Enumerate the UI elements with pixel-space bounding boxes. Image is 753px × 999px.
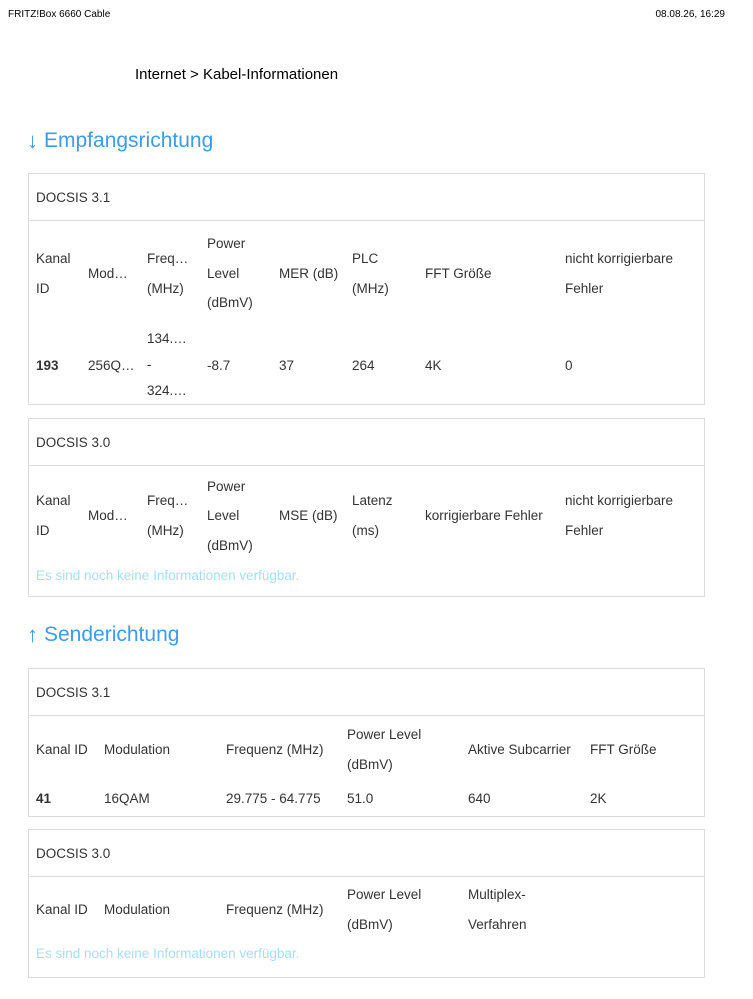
breadcrumb-current: Kabel-Informationen — [202, 66, 339, 83]
cell-fft: 4K — [425, 357, 442, 373]
col-header[interactable]: Kanal ID — [36, 902, 88, 918]
breadcrumb-separator: > — [185, 66, 203, 83]
breadcrumb — [135, 66, 338, 83]
col-header[interactable]: Modulation — [104, 902, 171, 918]
panel-title: DOCSIS 3.1 — [29, 174, 704, 221]
section-downstream-title — [27, 128, 213, 154]
col-header[interactable]: nicht korrigierbare Fehler — [565, 493, 674, 538]
device-name: FRITZ!Box 6660 Cable — [8, 9, 111, 20]
col-header[interactable]: Freq… (MHz) — [147, 250, 189, 296]
downstream-docsis31-panel — [28, 173, 705, 405]
col-header[interactable]: MER (dB) — [279, 265, 339, 281]
col-header[interactable]: Mod… — [88, 265, 128, 281]
upstream-docsis31-panel — [28, 668, 705, 817]
col-header[interactable]: FFT Größe — [590, 741, 657, 757]
cell-frequency-start: 134.… — [147, 331, 187, 346]
downstream-docsis30-table — [29, 466, 704, 566]
col-header[interactable]: Modulation — [104, 741, 171, 757]
table-row — [29, 326, 704, 404]
col-header[interactable]: PLC (MHz) — [352, 250, 389, 296]
breadcrumb-internet[interactable]: Internet — [135, 66, 186, 83]
cell-frequency — [140, 326, 200, 404]
panel-title: DOCSIS 3.0 — [29, 419, 704, 466]
col-header[interactable]: FFT Größe — [425, 265, 492, 281]
cell-frequency: 29.775 - 64.775 — [226, 790, 321, 806]
cell-power: -8.7 — [207, 357, 231, 373]
col-header[interactable]: korrigierbare Fehler — [425, 508, 543, 524]
panel-title: DOCSIS 3.0 — [29, 830, 704, 877]
col-header[interactable]: Power Level (dBmV) — [207, 478, 253, 553]
table-header-row — [29, 221, 704, 326]
cell-modulation: 256Q… — [88, 357, 135, 373]
col-header[interactable]: MSE (dB) — [279, 508, 338, 524]
col-header[interactable]: Kanal ID — [36, 250, 71, 296]
col-header[interactable]: Frequenz (MHz) — [226, 741, 324, 757]
upstream-docsis30-panel — [28, 829, 705, 978]
cell-power: 51.0 — [347, 790, 374, 806]
col-header[interactable]: Mod… — [88, 508, 128, 524]
table-header-row — [29, 716, 704, 783]
cell-plc: 264 — [352, 357, 375, 373]
col-header[interactable]: Multiplex-Verfahren — [468, 887, 527, 932]
section-upstream-title — [27, 622, 179, 648]
cell-frequency-dash: - — [147, 357, 152, 372]
col-header[interactable]: Power Level (dBmV) — [207, 236, 253, 311]
col-header[interactable]: Latenz (ms) — [352, 493, 393, 538]
cell-kanal-id: 41 — [36, 790, 52, 806]
cell-subcarrier: 640 — [468, 790, 491, 806]
cell-nkf: 0 — [565, 357, 573, 373]
empty-message: Es sind noch keine Informationen verfügbar. — [36, 568, 300, 583]
empty-message: Es sind noch keine Informationen verfügbar. — [36, 946, 300, 961]
arrow-up-icon: ↑ — [27, 622, 38, 647]
section-upstream-label: Senderichtung — [44, 623, 180, 646]
upstream-docsis30-table — [29, 877, 704, 943]
col-header[interactable]: Frequenz (MHz) — [226, 902, 324, 918]
downstream-docsis30-panel — [28, 418, 705, 597]
arrow-down-icon: ↓ — [27, 128, 38, 153]
col-header-empty — [583, 877, 704, 943]
section-downstream-label: Empfangsrichtung — [44, 129, 214, 152]
downstream-docsis31-table — [29, 221, 704, 404]
col-header[interactable]: Aktive Subcarrier — [468, 741, 571, 757]
table-row — [29, 783, 704, 813]
cell-frequency-end: 324.… — [147, 383, 187, 398]
panel-title: DOCSIS 3.1 — [29, 669, 704, 716]
cell-kanal-id: 193 — [36, 357, 59, 373]
col-header[interactable]: Kanal ID — [36, 493, 71, 538]
table-header-row — [29, 877, 704, 943]
cell-fft: 2K — [590, 790, 607, 806]
table-header-row — [29, 466, 704, 566]
cell-mer: 37 — [279, 357, 295, 373]
upstream-docsis31-table — [29, 716, 704, 813]
cell-modulation: 16QAM — [104, 790, 150, 806]
print-datetime: 08.08.26, 16:29 — [655, 9, 725, 20]
col-header[interactable]: Power Level (dBmV) — [347, 887, 422, 932]
col-header[interactable]: Freq… (MHz) — [147, 493, 189, 538]
col-header[interactable]: Power Level (dBmV) — [347, 726, 422, 772]
col-header[interactable]: Kanal ID — [36, 741, 88, 757]
col-header[interactable]: nicht korrigierbare Fehler — [565, 250, 674, 296]
